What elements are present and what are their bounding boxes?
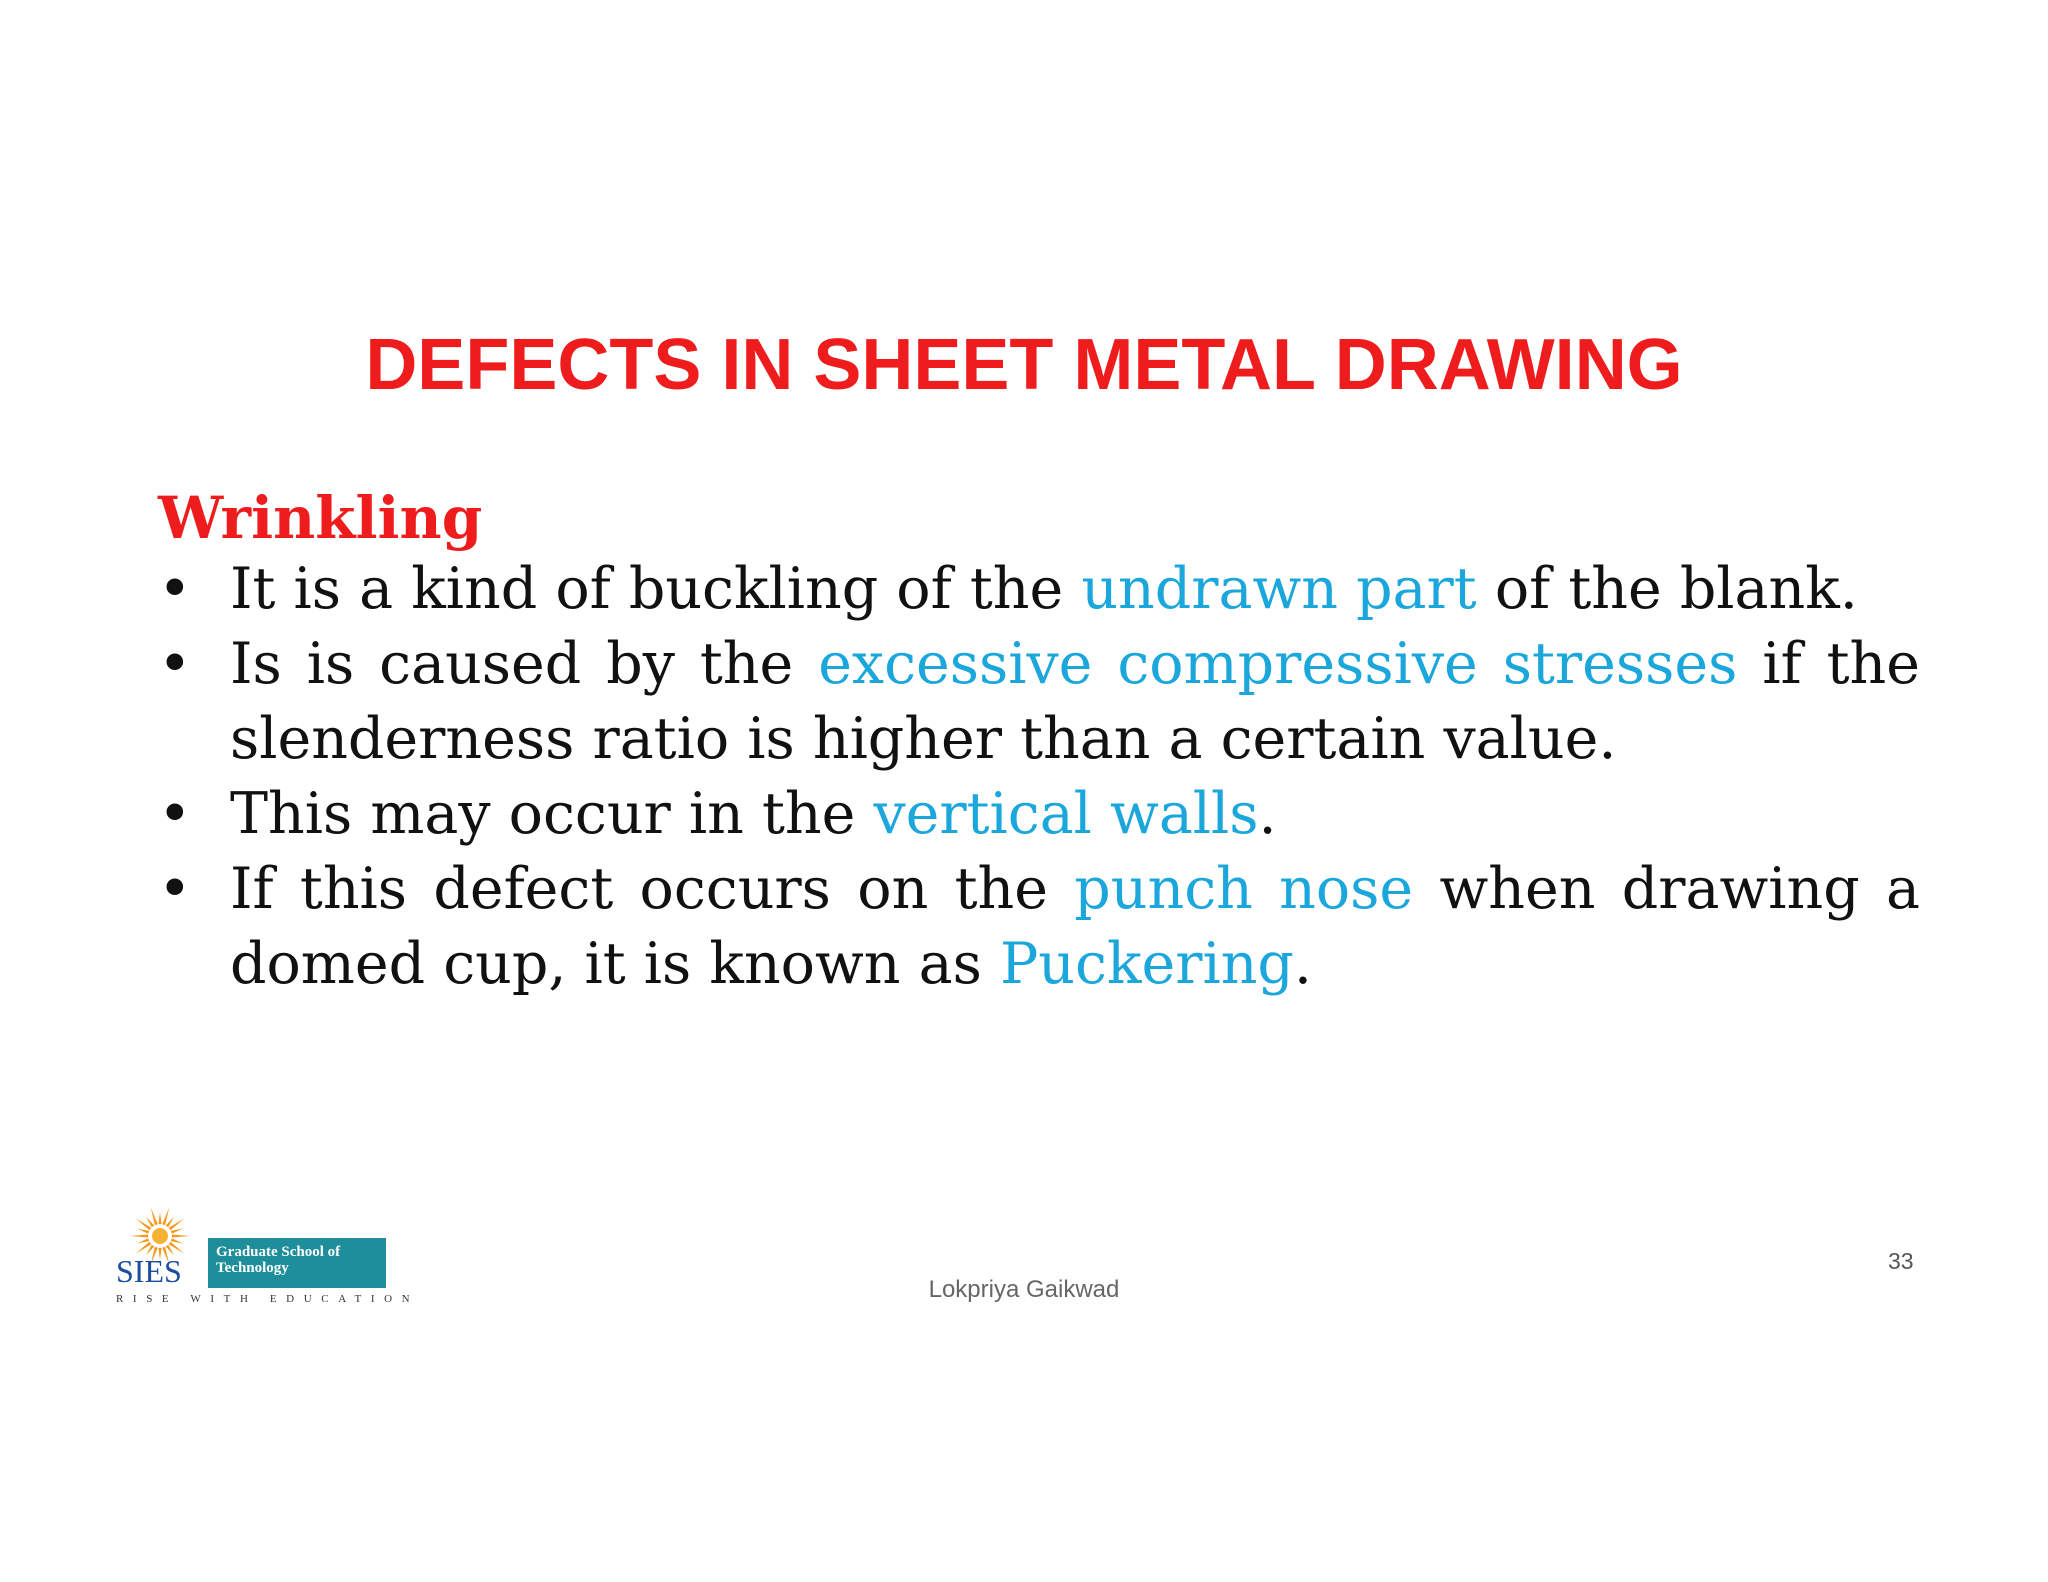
bullet-segment: . xyxy=(1258,781,1277,847)
bullet-dot-icon: • xyxy=(158,631,192,697)
sun-ray xyxy=(172,1234,190,1237)
bullet-dot-icon: • xyxy=(158,781,192,847)
bullet-item xyxy=(150,777,1920,852)
section-heading-wrinkling: Wrinkling xyxy=(158,484,483,552)
highlighted-term: vertical walls xyxy=(873,781,1259,847)
logo-tagline: RISE WITH EDUCATION xyxy=(116,1293,420,1305)
bullet-segment: when drawing a domed cup, it is known as xyxy=(230,856,1920,997)
bullet-segment: It is a kind of buckling of the xyxy=(230,556,1082,622)
sun-ray xyxy=(137,1238,149,1243)
bullet-text xyxy=(230,556,1858,622)
sun-ray xyxy=(162,1207,169,1225)
sun-ray xyxy=(171,1238,183,1243)
bullet-text xyxy=(230,856,1920,997)
sun-ray xyxy=(137,1229,149,1234)
bullet-text xyxy=(230,781,1277,847)
sun-ray xyxy=(171,1229,183,1234)
bullet-segment: of the blank. xyxy=(1476,556,1858,622)
page-number: 33 xyxy=(1888,1248,1914,1274)
bullet-dot-icon: • xyxy=(158,856,192,922)
bullet-item xyxy=(150,852,1920,1002)
bullet-segment: if the slenderness ratio is higher than a certain value. xyxy=(230,631,1920,772)
bullet-item xyxy=(150,552,1920,627)
highlighted-term: punch nose xyxy=(1074,856,1414,922)
bullet-segment: If this defect occurs on the xyxy=(230,856,1075,922)
logo-badge-line1: Graduate School of xyxy=(216,1244,341,1260)
bullet-list xyxy=(150,552,1920,1002)
bullet-segment: This may occur in the xyxy=(230,781,874,847)
bullet-text xyxy=(230,631,1920,772)
footer-author: Lokpriya Gaikwad xyxy=(928,1276,1120,1303)
slide-title: DEFECTS IN SHEET METAL DRAWING xyxy=(365,325,1683,405)
sun-ray xyxy=(151,1207,158,1225)
sun-ray xyxy=(158,1212,161,1224)
bullet-segment: . xyxy=(1293,931,1313,997)
bullet-dot-icon: • xyxy=(158,556,192,622)
logo-name: SIES xyxy=(116,1253,182,1289)
highlighted-term: excessive compressive stresses xyxy=(818,631,1738,697)
highlighted-term: undrawn part xyxy=(1081,556,1477,622)
sun-ray xyxy=(130,1234,148,1237)
logo-badge-line2: Technology xyxy=(216,1260,289,1276)
bullet-segment: Is is caused by the xyxy=(230,631,819,697)
highlighted-term: Puckering xyxy=(999,931,1294,997)
bullet-item xyxy=(150,627,1920,777)
